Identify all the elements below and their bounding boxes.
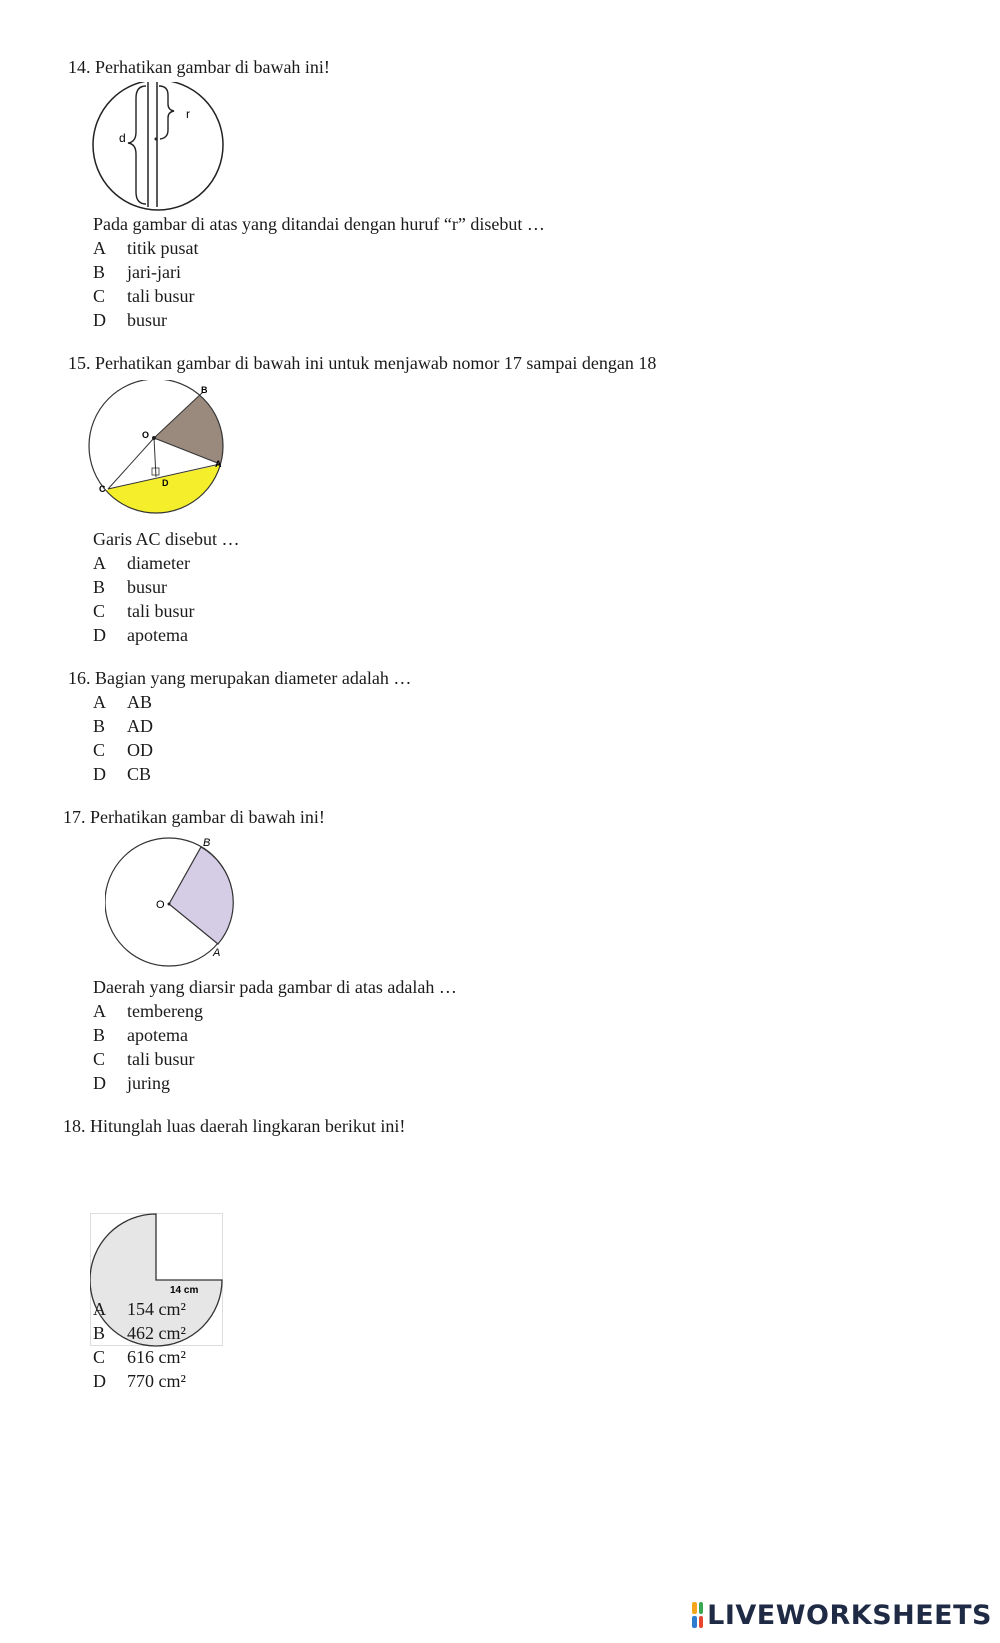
option-18-a[interactable]: [93, 1297, 186, 1321]
option-text: busur: [127, 577, 167, 597]
option-letter: A: [93, 238, 106, 258]
option-letter: A: [93, 1299, 106, 1319]
option-18-d[interactable]: [93, 1369, 186, 1393]
question-17-options: [93, 999, 203, 1095]
option-letter: B: [93, 716, 106, 736]
q14-label-d: d: [119, 131, 126, 145]
option-letter: D: [93, 764, 106, 784]
question-16-heading: 16. Bagian yang merupakan diameter adalah …: [68, 668, 412, 688]
figure-q15-circle: [88, 380, 233, 515]
option-text: jari-jari: [127, 262, 181, 282]
q14-circle-outline: [93, 82, 223, 210]
question-15-heading: 15. Perhatikan gambar di bawah ini untuk menjawab nomor 17 sampai dengan 18: [68, 353, 657, 373]
q18-label-radius: 14 cm: [170, 1285, 199, 1296]
option-letter: B: [93, 1025, 106, 1045]
option-16-c[interactable]: [93, 738, 153, 762]
question-18-options: [93, 1297, 186, 1393]
option-text: AB: [127, 692, 153, 712]
option-15-b[interactable]: [93, 575, 195, 599]
option-letter: B: [93, 577, 106, 597]
logo-squares-icon: [692, 1602, 703, 1628]
option-15-c[interactable]: [93, 599, 195, 623]
option-17-c[interactable]: [93, 1047, 203, 1071]
logo-text: LIVEWORKSHEETS: [707, 1599, 992, 1631]
option-17-d[interactable]: [93, 1071, 203, 1095]
option-text: OD: [127, 740, 153, 760]
question-14-options: [93, 236, 199, 332]
option-text: 462 cm²: [127, 1323, 186, 1343]
question-18-heading: 18. Hitunglah luas daerah lingkaran berikut ini!: [63, 1116, 406, 1136]
option-17-b[interactable]: [93, 1023, 203, 1047]
option-18-c[interactable]: [93, 1345, 186, 1369]
option-text: 154 cm²: [127, 1299, 186, 1319]
q17-label-o: O: [156, 899, 165, 911]
option-letter: A: [93, 1001, 106, 1021]
option-18-b[interactable]: [93, 1321, 186, 1345]
figure-q14-circle: [90, 82, 230, 212]
q17-center-point: [168, 903, 171, 906]
question-15-options: [93, 551, 195, 647]
option-text: 770 cm²: [127, 1371, 186, 1391]
option-letter: D: [93, 1073, 106, 1093]
option-17-a[interactable]: [93, 999, 203, 1023]
option-text: apotema: [127, 625, 188, 645]
q14-center-point: [155, 138, 158, 141]
option-16-d[interactable]: [93, 762, 153, 786]
option-text: tali busur: [127, 1049, 195, 1069]
option-letter: D: [93, 310, 106, 330]
option-14-b[interactable]: [93, 260, 199, 284]
question-17-prompt: Daerah yang diarsir pada gambar di atas adalah …: [93, 977, 457, 997]
q17-label-a: A: [213, 947, 221, 959]
option-text: juring: [127, 1073, 170, 1093]
q15-center-point: [152, 436, 156, 440]
q15-label-c: C: [99, 484, 106, 494]
option-letter: C: [93, 286, 106, 306]
option-text: tembereng: [127, 1001, 203, 1021]
option-16-a[interactable]: [93, 690, 153, 714]
q14-label-r: r: [186, 107, 190, 121]
question-16-options: [93, 690, 153, 786]
q15-label-o: O: [142, 430, 150, 440]
option-text: busur: [127, 310, 167, 330]
option-letter: C: [93, 601, 106, 621]
option-15-d[interactable]: [93, 623, 195, 647]
liveworksheets-logo[interactable]: [692, 1597, 992, 1633]
option-letter: A: [93, 692, 106, 712]
q17-shaded-sector: [169, 847, 233, 944]
option-letter: B: [93, 262, 106, 282]
q15-label-b: B: [201, 385, 208, 395]
q17-label-b: B: [203, 837, 211, 849]
option-15-a[interactable]: [93, 551, 195, 575]
q15-label-d: D: [162, 478, 169, 488]
option-text: apotema: [127, 1025, 188, 1045]
option-text: 616 cm²: [127, 1347, 186, 1367]
option-letter: D: [93, 1371, 106, 1391]
question-15-prompt: Garis AC disebut …: [93, 529, 240, 549]
question-14-prompt: Pada gambar di atas yang ditandai dengan huruf “r” disebut …: [93, 214, 545, 234]
option-16-b[interactable]: [93, 714, 153, 738]
option-letter: C: [93, 1049, 106, 1069]
question-14-heading: 14. Perhatikan gambar di bawah ini!: [68, 57, 330, 77]
option-text: titik pusat: [127, 238, 199, 258]
option-14-c[interactable]: [93, 284, 199, 308]
option-letter: C: [93, 740, 106, 760]
option-text: diameter: [127, 553, 190, 573]
option-letter: A: [93, 553, 106, 573]
figure-q17-circle: [105, 834, 245, 969]
option-text: AD: [127, 716, 153, 736]
q15-label-a: A: [215, 459, 222, 469]
option-14-d[interactable]: [93, 308, 199, 332]
option-14-a[interactable]: [93, 236, 199, 260]
q14-brace-r: [159, 86, 174, 139]
question-17-heading: 17. Perhatikan gambar di bawah ini!: [63, 807, 325, 827]
option-text: CB: [127, 764, 152, 784]
q14-brace-d: [128, 86, 146, 204]
option-text: tali busur: [127, 286, 195, 306]
option-letter: D: [93, 625, 106, 645]
option-letter: B: [93, 1323, 106, 1343]
option-text: tali busur: [127, 601, 195, 621]
option-letter: C: [93, 1347, 106, 1367]
